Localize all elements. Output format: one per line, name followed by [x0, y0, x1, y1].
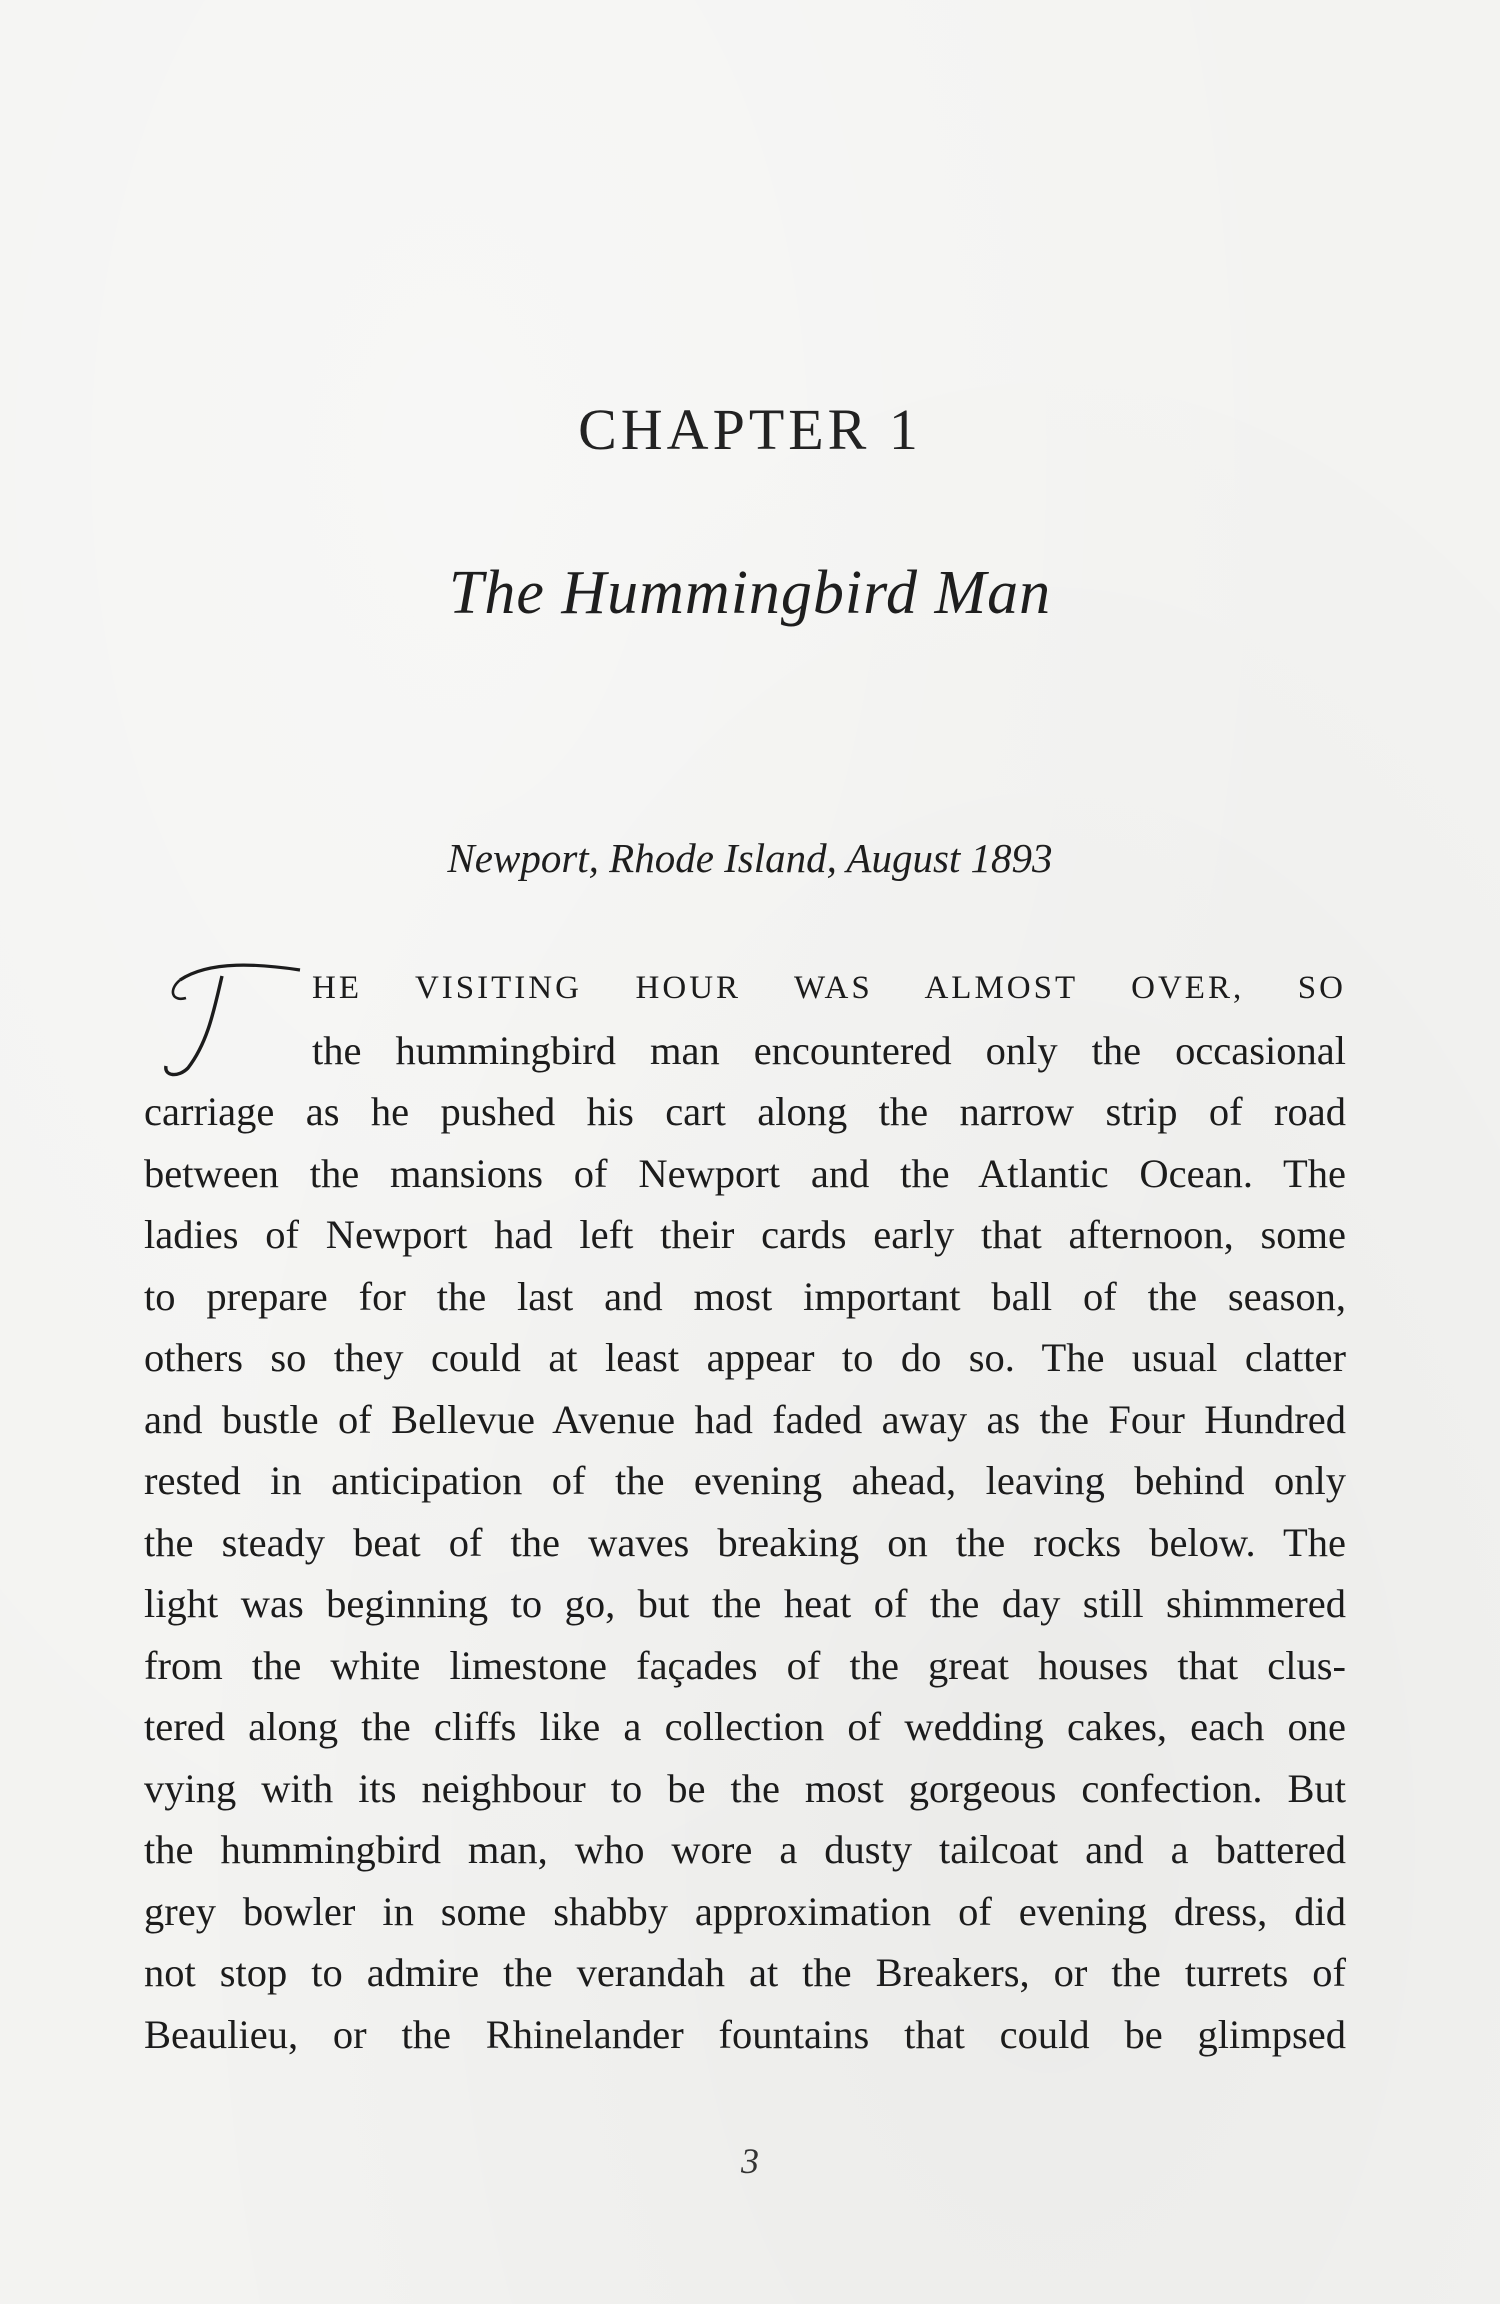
- chapter-heading: CHAPTER 1: [578, 397, 922, 462]
- body-line: others so they could at least appear to do so. The usual clatter: [144, 1335, 1346, 1380]
- body-line: not stop to admire the verandah at the Breakers, or the turrets of: [144, 1950, 1346, 1995]
- body-text: [144, 958, 1346, 2065]
- body-line: rested in anticipation of the evening ahead, leaving behind only: [144, 1458, 1346, 1503]
- body-line: light was beginning to go, but the heat of the day still shimmered: [144, 1581, 1346, 1626]
- body-line: to prepare for the last and most important ball of the season,: [144, 1273, 1346, 1319]
- body-line: vying with its neighbour to be the most gorgeous confection. But: [144, 1765, 1346, 1811]
- body-line: grey bowler in some shabby approximation of evening dress, did: [144, 1888, 1346, 1934]
- body-line: Beaulieu, or the Rhinelander fountains that could be glimpsed: [144, 2011, 1346, 2057]
- body-line: between the mansions of Newport and the Atlantic Ocean. The: [144, 1150, 1346, 1196]
- page-number: 3: [741, 2141, 759, 2181]
- body-line: tered along the cliffs like a collection of wedding cakes, each one: [144, 1704, 1346, 1749]
- body-line: ladies of Newport had left their cards early that afternoon, some: [144, 1212, 1346, 1257]
- body-line: from the white limestone façades of the great houses that clus-: [144, 1642, 1346, 1688]
- body-line: HE VISITING HOUR WAS ALMOST OVER, SO: [312, 970, 1346, 1006]
- body-line: the hummingbird man, who wore a dusty tailcoat and a battered: [144, 1827, 1346, 1872]
- dateline: Newport, Rhode Island, August 1893: [447, 835, 1053, 881]
- body-line: and bustle of Bellevue Avenue had faded away as the Four Hundred: [144, 1396, 1346, 1442]
- body-line: the hummingbird man encountered only the occasional: [312, 1027, 1346, 1073]
- body-line: the steady beat of the waves breaking on the rocks below. The: [144, 1519, 1346, 1565]
- body-line: carriage as he pushed his cart along the narrow strip of road: [144, 1089, 1346, 1134]
- chapter-title: The Hummingbird Man: [448, 559, 1052, 627]
- drop-cap-letter: T: [220, 1042, 226, 1053]
